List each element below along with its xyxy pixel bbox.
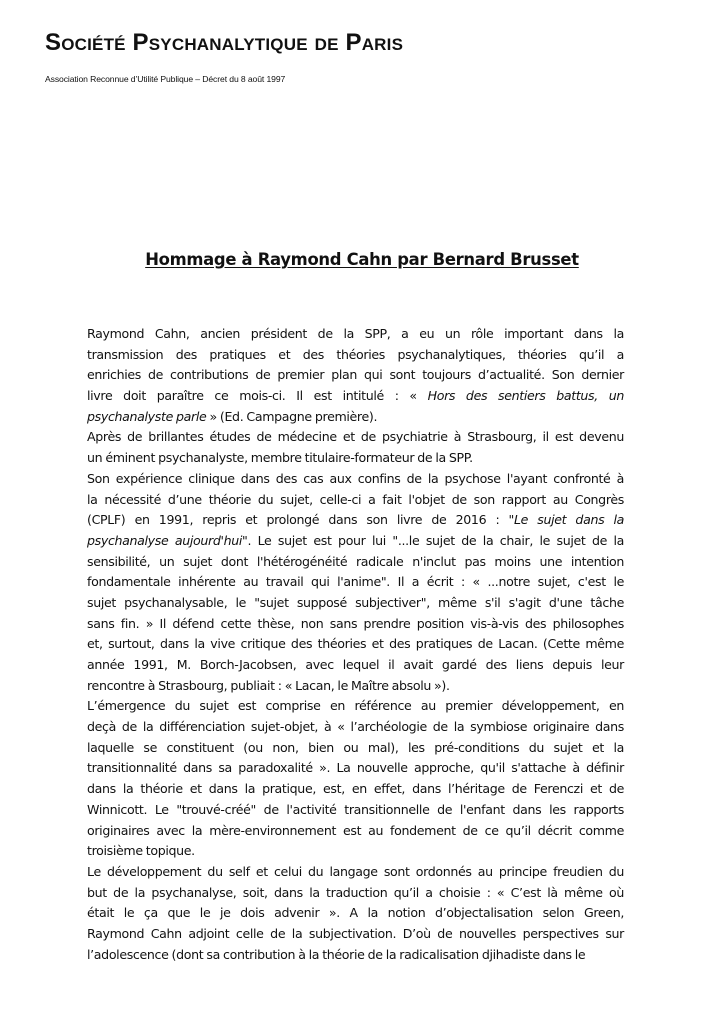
italic-text: psychanalyse aujourd'hui <box>87 532 243 548</box>
text-segment: rencontre à Strasbourg, publiait : « Lacan, le Maître absolu »). <box>87 677 450 693</box>
body-text <box>87 324 624 965</box>
text-segment: Winnicott. Le "trouvé-créé" de l'activité transitionnelle de l'enfant dans les rapports <box>87 801 624 817</box>
text-segment: » (Ed. Campagne première). <box>206 408 378 424</box>
text-segment: but de la psychanalyse, soit, dans la traduction qu’il a choisie : « C’est là même où <box>87 884 624 900</box>
body-line <box>87 883 624 904</box>
body-line <box>87 676 624 697</box>
text-segment: était le ça que le je dois advenir ». A la notion d’objectalisation selon Green, <box>87 905 624 921</box>
body-line <box>87 758 624 779</box>
body-line <box>87 945 624 966</box>
society-subtitle: Association Reconnue d’Utilité Publique – Décret du 8 août 1997 <box>45 74 286 84</box>
body-line <box>87 634 624 655</box>
text-segment: deçà de la différenciation sujet-objet, à « l’archéologie de la symbiose originaire dans <box>87 719 624 735</box>
text-segment: la nécessité d’une théorie du sujet, celle-ci a fait l'objet de son rapport au Congrès <box>87 491 624 507</box>
body-line <box>87 510 624 531</box>
text-segment: transmission des pratiques et des théories psychanalytiques, théories qu’il a <box>87 346 624 362</box>
text-segment: un éminent psychanalyste, membre titulaire-formateur de la SPP. <box>87 450 473 466</box>
text-segment: Après de brillantes études de médecine et de psychiatrie à Strasbourg, il est devenu <box>87 429 624 445</box>
body-line <box>87 841 624 862</box>
text-segment: et, surtout, dans la vive critique des théories et des pratiques de Lacan. (Cette même <box>87 636 624 652</box>
body-line <box>87 655 624 676</box>
text-segment: transitionnalité dans sa paradoxalité ». La nouvelle approche, qu'il s'attache à définir <box>87 760 624 776</box>
body-line <box>87 427 624 448</box>
body-line <box>87 365 624 386</box>
body-line <box>87 821 624 842</box>
society-name: Société Psychanalytique de Paris <box>45 29 404 56</box>
body-line <box>87 324 624 345</box>
body-line <box>87 552 624 573</box>
text-segment: livre doit paraître ce mois-ci. Il est intitulé : « <box>87 388 428 404</box>
text-segment: sujet psychanalysable, le "sujet supposé subjectiver", même s'il s'agit d'une tâche <box>87 594 624 610</box>
text-segment: L’émergence du sujet est comprise en référence au premier développement, en <box>87 698 624 714</box>
body-line <box>87 614 624 635</box>
text-segment: sans fin. » Il défend cette thèse, non sans prendre position vis-à-vis des philosophes <box>87 615 624 631</box>
text-segment: troisième topique. <box>87 843 195 859</box>
body-line <box>87 903 624 924</box>
body-line <box>87 448 624 469</box>
body-line <box>87 531 624 552</box>
body-line <box>87 386 624 407</box>
body-line <box>87 490 624 511</box>
text-segment: Le développement du self et celui du langage sont ordonnés au principe freudien du <box>87 863 624 879</box>
text-segment: ". Le sujet est pour lui "...le sujet de la chair, le sujet de la <box>242 532 625 548</box>
text-segment: l’adolescence (dont sa contribution à la théorie de la radicalisation djihadiste dans le <box>87 946 586 962</box>
text-segment: fondamentale inhérente au travail qui l'anime". Il a écrit : « ...notre sujet, c'est le <box>87 574 624 590</box>
body-line <box>87 862 624 883</box>
body-line <box>87 696 624 717</box>
italic-text: psychanalyste parle <box>87 408 207 424</box>
text-segment: année 1991, M. Borch-Jacobsen, avec lequel il avait gardé des liens depuis leur <box>87 657 624 672</box>
document-title: Hommage à Raymond Cahn par Bernard Brusset <box>145 250 579 269</box>
body-line <box>87 924 624 945</box>
text-segment: originaires avec la mère-environnement est au fondement de ce qu’il décrit comme <box>87 822 624 838</box>
body-line <box>87 345 624 366</box>
italic-text: Hors des sentiers battus, un <box>427 388 624 404</box>
text-segment: (CPLF) en 1991, repris et prolongé dans son livre de 2016 : " <box>87 512 514 528</box>
body-line <box>87 469 624 490</box>
body-line <box>87 717 624 738</box>
text-segment: Raymond Cahn adjoint celle de la subjectivation. D’où de nouvelles perspectives sur <box>87 925 624 941</box>
text-segment: laquelle se constituent (ou non, bien ou mal), les pré-conditions du sujet et la <box>87 739 624 755</box>
body-line <box>87 800 624 821</box>
body-line <box>87 738 624 759</box>
text-segment: dans la théorie et dans la pratique, est, en effet, dans l’héritage de Ferenczi et de <box>87 781 624 797</box>
italic-text: Le sujet dans la <box>514 512 625 528</box>
body-line <box>87 593 624 614</box>
body-line <box>87 779 624 800</box>
text-segment: enrichies de contributions de premier plan qui sont toujours d’actualité. Son dernier <box>87 367 624 383</box>
body-line <box>87 572 624 593</box>
text-segment: Raymond Cahn, ancien président de la SPP, a eu un rôle important dans la <box>87 326 624 341</box>
text-segment: sensibilité, un sujet dont l'hétérogénéité radicale n'inclut pas moins une intention <box>87 553 624 569</box>
text-segment: Son expérience clinique dans des cas aux confins de la psychose l'ayant confronté à <box>87 470 624 486</box>
body-line <box>87 407 624 428</box>
